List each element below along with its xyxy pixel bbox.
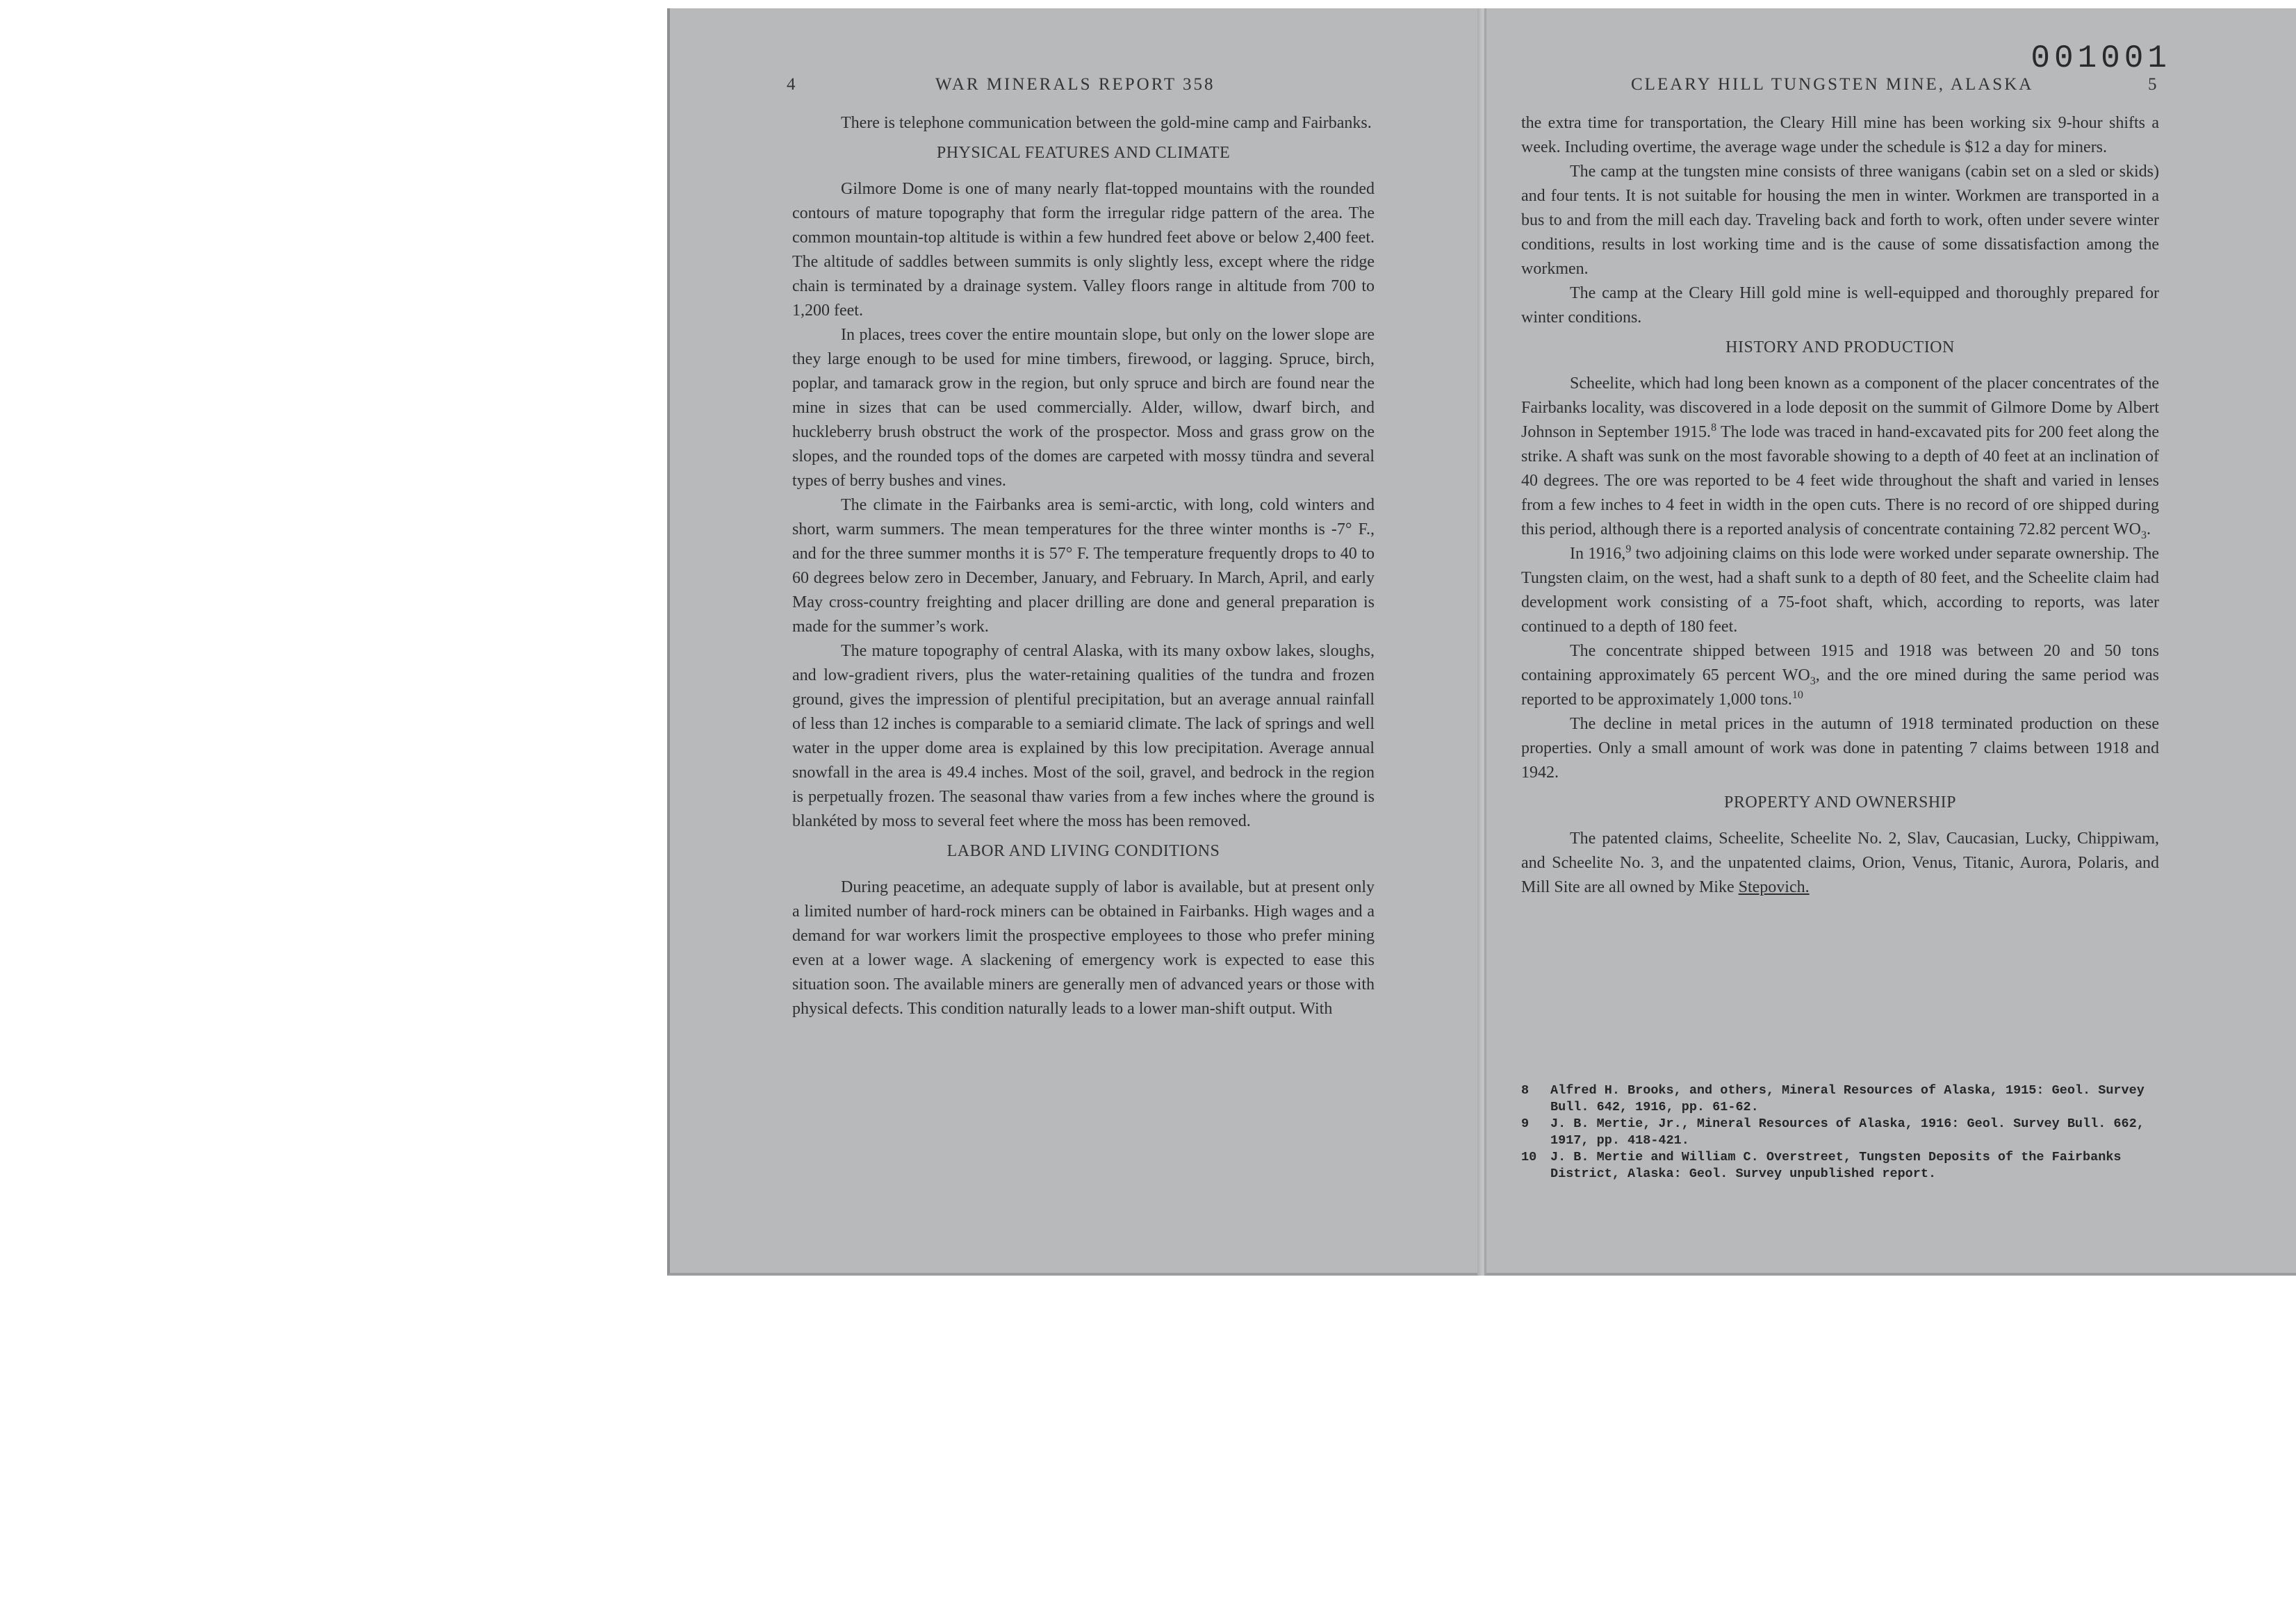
scheelite-period: . — [2146, 520, 2151, 538]
heading-history: HISTORY AND PRODUCTION — [1725, 338, 1955, 356]
scheelite-text-b: The lode was traced in hand-excavated pits for 200 feet along the strike. A shaft was sunk on the most favorable showing to a depth of 40 feet at an inclination of 40 degrees. The ore was reported to be 4 feet wide throughout the shaft and varied in lenses from a few inches to 4 feet in width in the open cuts. There is no record of ore shipped during this period, although there is a reported analysis of concentrate containing 72.82 percent WO — [1521, 423, 2159, 538]
footnote-text: J. B. Mertie and William C. Overstreet, Tungsten Deposits of the Fairbanks District, Alaska: Geol. Survey unpublished report. — [1550, 1150, 2122, 1181]
paragraph-intro: There is telephone communication between the gold-mine camp and Fairbanks. — [841, 114, 1372, 132]
right-column — [1521, 111, 2159, 900]
paragraph-trees: In places, trees cover the entire mountain slope, but only on the lower slope are they large enough to be used for mine timbers, firewood, or lagging. Spruce, birch, poplar, and tamarack grow in the region, but only spruce and birch are found near the mine in sizes that can be used commercially. Alder, willow, dwarf birch, and huckleberry brush obstruct the work of the prospector. Moss and grass grow on the slopes, and the rounded tops of the domes are carpeted with mossy tündra and several types of berry bushes and vines. — [792, 326, 1375, 490]
right-page-number: 5 — [2148, 75, 2159, 94]
footnote-8 — [1521, 1082, 2159, 1116]
paragraph-labor: During peacetime, an adequate supply of labor is available, but at present only a limited number of hard-rock miners can be obtained in Fairbanks. High wages and a demand for war workers limit the prospective employees to those who prefer mining even at a lower wage. A slackening of emergency work is expected to ease this situation soon. The available miners are generally men of advanced years or those with physical defects. This condition naturally leads to a lower man-shift output. With — [792, 878, 1375, 1018]
subscript-3: 3 — [2140, 529, 2147, 541]
paragraph-climate: The climate in the Fairbanks area is semi-arctic, with long, cold winters and short, warm summers. The mean temperatures for the three winter months is -7° F., and for the three summer months it is 57° F. The temperature frequently drops to 40 to 60 degrees below zero in December, January, and February. In March, April, and early May cross-country freighting and placer drilling are done and general preparation is made for the summer’s work. — [792, 496, 1375, 636]
shipped-text-b: , and the ore mined during the same period was reported to be approximately 1,000 tons. — [1521, 666, 2159, 709]
footnote-ref-8: 8 — [1711, 422, 1717, 434]
text-1916-a: In 1916, — [1570, 545, 1626, 563]
footnote-text: Alfred H. Brooks, and others, Mineral Resources of Alaska, 1915: Geol. Survey Bull. 642, 1916, pp. 61-62. — [1550, 1083, 2145, 1114]
left-running-head — [670, 75, 1483, 103]
paragraph-property — [1521, 827, 2159, 900]
shipped-text-a: The concentrate shipped between 1915 and 1918 was between 20 and 50 tons containing approximately 65 percent WO — [1521, 642, 2159, 684]
paragraph-continued: the extra time for transportation, the Cleary Hill mine has been working six 9-hour shifts a week. Including overtime, the average wage under the schedule is $12 a day for miners. — [1521, 114, 2159, 156]
property-text-a: The patented claims, Scheelite, Scheelite No. 2, Slav, Caucasian, Lucky, Chippiwam, and Scheelite No. 3, and the unpatented claims, Orion, Venus, Titanic, Aurora, Polaris, and Mill Site are all owned by Mike — [1521, 830, 2159, 896]
property-owner: Stepovich. — [1738, 878, 1810, 896]
footnote-text: J. B. Mertie, Jr., Mineral Resources of Alaska, 1916: Geol. Survey Bull. 662, 1917, pp. 418-421. — [1550, 1117, 2145, 1148]
footnotes — [1521, 1082, 2159, 1183]
left-page-number: 4 — [787, 75, 798, 94]
document-number-stamp: 001001 — [2031, 40, 2171, 76]
footnote-9 — [1521, 1116, 2159, 1149]
paragraph-1916 — [1521, 542, 2159, 639]
footnote-number: 10 — [1521, 1150, 1537, 1164]
text-1916-b: two adjoining claims on this lode were worked under separate ownership. The Tungsten claim, on the west, had a shaft sunk to a depth of 80 feet, and the Scheelite claim had development work consisting of a 75-foot shaft, which, according to reports, was later continued to a depth of 180 feet. — [1521, 545, 2159, 636]
paragraph-decline: The decline in metal prices in the autumn of 1918 terminated production on these properties. Only a small amount of work was done in patenting 7 claims between 1918 and 1942. — [1521, 715, 2159, 782]
paragraph-camp: The camp at the tungsten mine consists of three wanigans (cabin set on a sled or skids) and four tents. It is not suitable for housing the men in winter. Workmen are transported in a bus to and from the mill each day. Traveling back and forth to work, often under severe winter conditions, results in lost working time and is the cause of some dissatisfaction among the workmen. — [1521, 163, 2159, 278]
paragraph-scheelite — [1521, 372, 2159, 542]
paragraph-topography: The mature topography of central Alaska, with its many oxbow lakes, sloughs, and low-gradient rivers, plus the water-retaining qualities of the tundra and frozen ground, gives the impression of plentiful precipitation, but an average annual rainfall of less than 12 inches is comparable to a semiarid climate. The lack of springs and well water in the upper dome area is explained by this low precipitation. Average annual snowfall in the area is 49.4 inches. Most of the soil, gravel, and bedrock in the region is perpetually frozen. The seasonal thaw varies from a few inches where the ground is blankéted by moss to several feet where the moss has been removed. — [792, 642, 1375, 830]
footnote-number: 8 — [1521, 1083, 1530, 1098]
right-running-head — [1486, 75, 2296, 103]
heading-property: PROPERTY AND OWNERSHIP — [1723, 793, 1957, 812]
paragraph-gilmore: Gilmore Dome is one of many nearly flat-topped mountains with the rounded contours of mature topography that form the irregular ridge pattern of the area. The common mountain-top altitude is within a few hundred feet above or below 2,400 feet. The altitude of saddles between summits is only slightly less, except where the ridge chain is terminated by a drainage system. Valley floors range in altitude from 700 to 1,200 feet. — [792, 180, 1375, 320]
right-running-title: CLEARY HILL TUNGSTEN MINE, ALASKA — [1631, 75, 2034, 94]
heading-physical-features: PHYSICAL FEATURES AND CLIMATE — [936, 144, 1231, 162]
paragraph-gold-camp: The camp at the Cleary Hill gold mine is well-equipped and thoroughly prepared for winter conditions. — [1521, 284, 2159, 327]
left-running-title: WAR MINERALS REPORT 358 — [935, 75, 1215, 94]
paragraph-shipped — [1521, 639, 2159, 712]
footnote-ref-10: 10 — [1791, 689, 1803, 701]
heading-labor: LABOR AND LIVING CONDITIONS — [946, 842, 1220, 860]
left-page — [667, 8, 1483, 1276]
document-spread — [667, 8, 2296, 1276]
footnote-number: 9 — [1521, 1117, 1530, 1131]
right-page — [1484, 8, 2296, 1276]
subscript-3-b: 3 — [1810, 675, 1816, 687]
footnote-10 — [1521, 1149, 2159, 1183]
scheelite-text-a: Scheelite, which had long been known as a component of the placer concentrates of the Fairbanks locality, was discovered in a lode deposit on the summit of Gilmore Dome by Albert Johnson in September 1915. — [1521, 374, 2159, 441]
footnote-ref-9: 9 — [1625, 543, 1632, 555]
left-column — [792, 111, 1375, 1021]
